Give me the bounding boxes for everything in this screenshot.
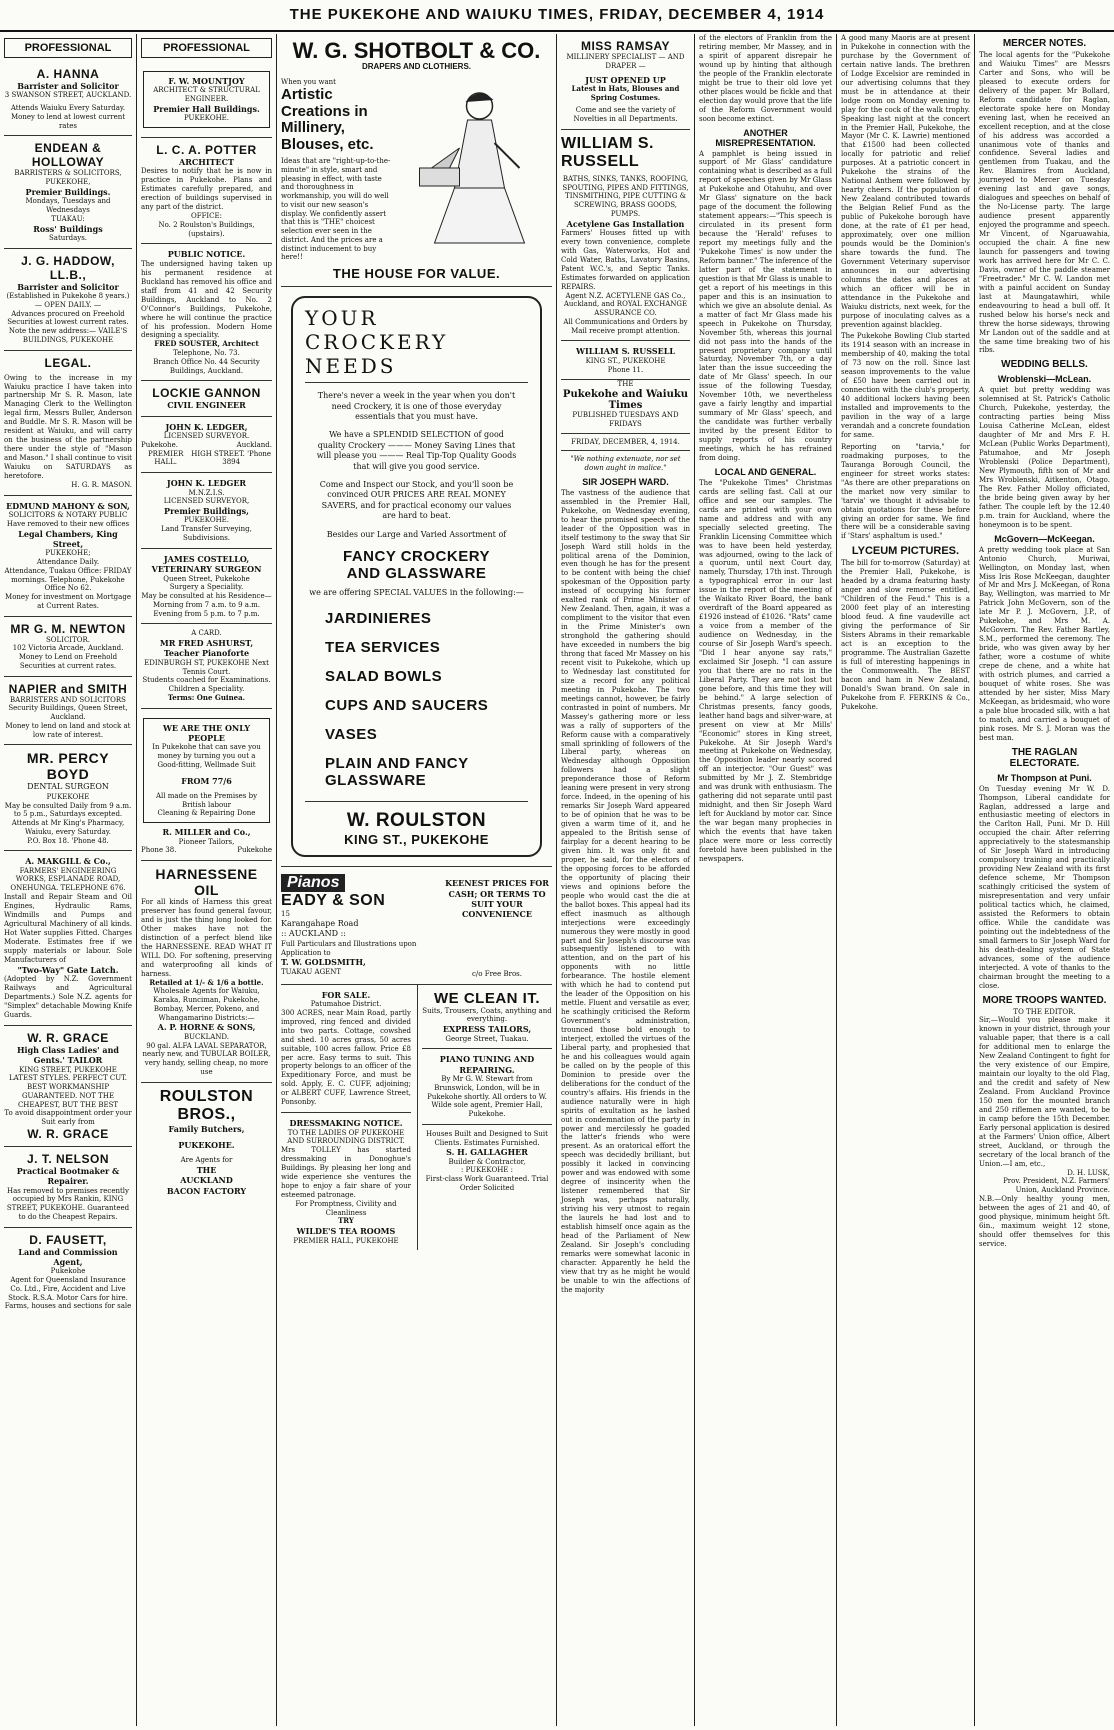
article-subheading: Wroblenski—McLean. [997,374,1092,385]
ad-makgill: A. MAKGILL & Co., FARMERS' ENGINEERING WORKS, ESPLANADE ROAD, ONEHUNGA. TELEPHONE 676. Install and Repair Steam and Oil Engines, Hydraulic Rams, Windmills and Pumps and Agricultural Machinery of all kinds. Hot Water supplies Fitted. Charges Moderate. Estimates free if we supply materials or labour. Sole Manufacturers of "Two-Way" Gate Latch. (Adopted by N.Z. Government Railways and Agricultural Departments.) Sole N.Z. agents for "Simplex" detachable Mowing Knife Guards. [4,851,132,1025]
seamstress-illustration [397,78,552,248]
article-heading: THE RAGLAN ELECTORATE. [1009,746,1080,769]
ad-endean-holloway: ENDEAN & HOLLOWAY BARRISTERS & SOLICITORS, PUKEKOHE, Premier Buildings. Mondays, Tuesdays and Wednesdays TUAKAU: Ross' Buildings Saturdays. [4,136,132,248]
article-heading: LOCAL AND GENERAL. [714,466,817,477]
russell-address: KING ST., PUKEKOHE [585,356,666,365]
ad-napier-smith: NAPIER and SMITH BARRISTERS AND SOLICITORS Security Buildings, Queen Street, Auckland. Money to lend on land and stock at low rate of interest. [4,677,132,746]
article-body: Sir,—Would you please make it known in your district, through your valuable paper, that there is a call for additional men to enlarge the New Zealand Contingent to fight for the very existence of our Empire, maintain our loyalty to the old Flag, and the credit and safety of New Zealand. From Auckland Province 150 men for the mounted branch and 250 riflemen are wanted, to be in camp before the 15th December. Early personal application is desired at the Farmers' Union office, Albert street, Auckland, or through the secretary of the local branch of the Union.—I am, etc., [979,1016,1110,1168]
crockery-item: SALAD BOWLS [325,668,443,686]
article-body: On Tuesday evening Mr W. D. Thompson, Liberal candidate for Raglan, addressed a large and enthusiastic meeting of electors in the Carlton Hall, Puni. Mr D. Hill occupied the chair. After referring appreciatively to the statesmanship of Sir Joseph Ward in introducing compulsory training and practically providing New Zealand with its first defence scheme, Mr Thompson scathingly criticised the system of misrepresentation and very unfair political tactics which, he claimed, assisted the Reformers to obtain office. While the candidate was pointing out the indebtedness of the small farmers to Sir Joseph Ward for his death-dealing system of State advances, some of the audience interjected. A vote of thanks to the chairman brought the meeting to a close. [979,784,1110,990]
article-body: Reporting on "tarvia," for roadmaking purposes, to the Tauranga Borough Council, the engineer for street works states: "As there are other preparations on the market now very similar to 'tarvia' we thought it advisable to obtain quotations for these before giving an order for same. We find there will be a considerable saving if 'Stars' asphaltum is used." [841,442,970,541]
ad-percy-boyd: MR. PERCY BOYD DENTAL SURGEON PUKEKOHE May be consulted Daily from 9 a.m. to 5 p.m., Saturdays excepted. Attends at Mr King's Pharmacy, Waiuku, every Saturday. P.O. Box 18. 'Phone 48. [4,745,132,851]
ad-legal: LEGAL. Owing to the increase in my Waiuku practice I have taken into partnership Mr S. R. Mason, late Managing Clerk to the Wellington legal firm, Messrs Buller, Anderson and Buddle. Mr S. R. Mason will be resident at Waiuku, and will carry on the business of the partnership there under the style of "Mason and Mason." I shall continue to visit Waiuku on SATURDAYS as heretofore. H. G. R. MASON. [4,351,132,496]
ad-mahony: EDMUND MAHONY & SON, SOLICITORS & NOTARY PUBLIC Have removed to their new offices Legal Chambers, King Street, PUKEKOHE; Attendance Daily. Attendance, Tuakau Office: FRIDAY mornings. Telephone, Pukekohe Office No 62. Money for investment on Mortgage at Current Rates. [4,496,132,617]
ad-crockery: YOUR CROCKERY NEEDS There's never a week in the year when you don't need Crockery, it is one of those everyday essentials that you must have. We have a SPLENDID SELECTION of good quality Crockery ——— Money Saving Lines that will please you ——— Real Tip-Top Quality Goods that will give you good service. Come and Inspect our Stock, and you'll soon be convinced OUR PRICES ARE REAL MONEY SAVERS, and for practical economy our values are hard to beat. Besides our Large and Varied Assortment of FANCY CROCKERY AND GLASSWARE we are offering SPECIAL VALUES in the following:— JARDINIERES TEA SERVICES SALAD BOWLS CUPS AND SAUCERS VASES PLAIN AND FANCY GLASSWARE W. ROULSTON KING ST., PUKEKOHE [281,287,552,867]
article-body: The "Pukekohe Times" Christmas cards are selling fast. Call at our office and see our samples. The cards are printed with your own name and address and with any specially selected greeting. The Franklin Licensing Committee which was to have been held yesterday, was adjourned, owing to the lack of a quorum, until next Court day, namely, Thursday, 17th inst. Through a typographical error in our last issue in the report of the meeting of the Waikato River Board, the bank overdraft of the Board appeared as £1926 instead of £1026. "Rats" came a voice from a member of the audience on Wednesday, in the course of Sir Joseph Ward's speech. "Did I hear anyone say rats," exclaimed Sir Joseph. "I can assure you that there are no rats in the Liberal Party. They are not lost but gone before, and this time they will be behind." A large selection of Christmas presents, fancy goods, leather hand bags and silver-ware, at present on view at Mr Mills' "Economic" stores in King street, Pukekohe. At Sir Joseph Ward's meeting at Pukekohe on Wednesday, the Opposition leader nearly scored off an interjector. "Our Guest" was submitted by Mr J. Z. Stembridge and was drunk with enthusiasm. The gathering did not separate until past midnight, and then Sir Joseph Ward left for Auckland by motor car. Since the war began many prophecies in which the events that have taken place were more or less correctly foretold have been published in the newspapers. [699,478,832,863]
article-body: A quiet but pretty wedding was solemnised at St. Patrick's Catholic Church, Pukekohe, yesterday, the contracting parties being Miss Louisa Catherine McLean, eldest daughter of Mr and Mrs F. H. McLean (Public Works Department), Patumahoe, and Mr Joseph Wroblenski (Police Department), New Plymouth, fifth son of Mr and Mrs Wroblenski, Aitkenton, Otago. The Rev. Father Molloy officiated, the bride being given away by her father. The couple left by the 12.40 p.m. train for Auckland, where the honeymoon is to be spent. [979,386,1110,529]
ad-hanna: A. HANNA Barrister and Solicitor 3 SWANSON STREET, AUCKLAND. Attends Waiuku Every Saturday. Money to lend at lowest current rates [4,62,132,136]
article-body: A good many Maoris are at present in Pukekohe in connection with the purchase by the Government of certain native lands. The brethren of Lodge Excelsior are reminded in our advertising columns that they must be in attendance at their lodge room on Monday evening to play for the cock of the walk trophy. Speaking last night at the concert in the Premier Hall, Pukekohe, the Mayor (Mr C. K. Lawrie) mentioned that £1500 had been collected locally for patriotic and relief purposes. At a patriotic concert in Pukekohe the strains of the National Anthem were followed by hearty cheers. If the population of New Zealand contributed towards the Belgian Relief Fund as the public of Pukekohe borough have done, at the rate of £1 per head, approximately, over one million pounds would be the Dominion's share towards the fund. The Government Veterinary supervisor announces in our advertising columns the dates and places at which an officer will be in attendance in the Pukekohe and Waiuku districts, next week, for the purpose of inoculating calves as a prevention against blackleg. [841,34,970,329]
ad-gannon: LOCKIE GANNON CIVIL ENGINEER [141,381,272,416]
russell-name: WILLIAM S. RUSSELL [576,346,675,357]
column-5 [695,34,836,1726]
column-6 [837,34,974,1726]
ad-faussett: D. FAUSETT, Land and Commission Agent, Pukekohe Agent for Queensland Insurance Co. Ltd., Fire, Accident and Live Stock. R.S.A. Motor Cars for hire. Farms, houses and sections for sale [4,1232,132,1311]
ad-for-sale: FOR SALE. Patumahoe District. 300 ACRES, near Main Road, partly improved, ring fenced and divided into two parts. Cottage, cowshed and shed. 10 acres grass, 50 acres suitable, 100 acres fallow. Price £8 per acre. Easy terms to suit. This property belongs to an officer of the Expeditionary Force, and must be sold. Apply, E. C. CUFF, adjoining; or ALBERT CUFF, Lawrence Street, Ponsonby. [281,985,411,1114]
article-body: The vastness of the audience that assembled in the Premier Hall, Pukekohe, on Wednesday evening, to hear the promised speech of the leader of the Opposition was in itself testimony to the sway that Sir Joseph Ward still holds in the political arena of the Dominion, even though he has for the present to be content with being the chief spokesman of the Opposition party instead of occupying his former exalted rank of Prime Minister of New Zealand. Then, again, it was a compliment to the visitor that even in the Prime Minister's own stronghold the gathering should have exceeded in numbers the big throng that faced Mr Massey on his recent visit to Pukekohe, which up to Wednesday last constituted for size a record for any political meeting in Pukekohe. The two meetings cannot, however, be fairly contrasted in point of numbers. Mr Massey's gathering more or less was a rally of supporters of the Reform cause with a comparatively small sprinkling of followers of the Liberal party, whereas on Wednesday although Opposition followers had a slight preponderance those of Reform leaning were present in very strong force. Indeed, in the opening of his remarks Sir Joseph Ward appeared to be of opinion that he was to be given a warm time of it, and he appealed to the British sense of fairplay for a decent hearing to be given him. It was only fit and proper, he said, for the electors of the opposing forces to be afforded the opportunity of placing their views and opinions before the people who would cast the die at the ballot boxes. This appeal had its effect inasmuch as although interjections were exceedingly numerous they were mostly in good part and Sir Joseph's discourse was subsequently listened to with attention, and on the part of his opponents with no little forbearance. The hostile element with which he had to contend put the leader of the Opposition on his mettle. Fluent and versatile as ever, he scathingly criticised the Reform Government's administration, trounced those bold enough to interject, extolled the virtues of the Liberal party, and prophesied that he and his colleagues would again be called on by the people of this Dominion to preside over the deliberations for the conduct of the country's affairs. His friends in the audience naturally were in high spirits of exultation as he lashed out in condemnation of the party in power and mercilessly he goaded the latter's friends who were present. As an oratorical effort the speech was decidedly brilliant, but possibly it lacked in convincing power and was endowed with some degree of insincerity when the listener remembered that Sir Joseph was, perhaps naturally, striving his very utmost to regain the laurels he had lost and to establish himself once again as the head of the Parliament of New Zealand. Sir Joseph's concluding remarks were somewhat laconic in character. Apparently he held the view that try as he might he would be unable to win the affections of the majority [561,488,690,1294]
article-body: The Pukekohe Bowling Club started its 1914 season with an increase in membership of 40, making the total of 73 now on the roll. Since last season improvements to the value of £50 have been carried out in connection with the club's property, 40 additional lockers having been installed and improvements to the pavilion in the way of a large verandah and a concrete foundation for same. [841,332,970,439]
ad-newton: MR G. M. NEWTON SOLICITOR. 102 Victoria Arcade, Auckland. Money to Lend on Freehold Securities at current rates. [4,617,132,677]
article-heading: MORE TROOPS WANTED. [982,994,1107,1006]
ad-shotbolt: W. G. SHOTBOLT & CO. DRAPERS AND CLOTHIERS. When you want Artistic Creations in Millinery, Blouses, etc. Ideas that are "right-up-to-the-minute" in style, smart and pleasing in effect, with taste and thoroughness in workmanship, you will do well to visit our new season's display. We confidently assert that this is "THE" choicest selection ever seen in the district. And the prices are a distinct inducement to buy here!! THE HOUSE FOR VALUE. [281,34,552,287]
article-heading: LYCEUM PICTURES. [851,545,960,558]
ad-public-notice: PUBLIC NOTICE. The undersigned having taken up his permanent residence at Buckland has removed his office and staff from 41 and 42 Security Buildings, Auckland to No. 2 O'Connor's Buildings, Pukekohe, where he will continue the practice of his profession. Modern Home designing a speciality. FRED SOUSTER, Architect Telephone, No. 73. Branch Office No. 44 Security Buildings, Auckland. [141,244,272,381]
article-continuation: of the electors of Franklin from the retiring member, Mr Massey, and in a spirit of apparent disrepair he wound up by hinting that although the people of the Franklin electorate might be true to their old love yet other places would be fickle and that election day would prove that the life of the Reform Government would soon become extinct. [699,34,832,123]
ad-potter: L. C. A. POTTER ARCHITECT Desires to notify that he is now in practice in Pukekohe. Plans and Estimates carefully prepared, and erection of buildings supervised in any part of the district. OFFICE: No. 2 Roulston's Buildings, (upstairs). [141,138,272,244]
section-header: PROFESSIONAL [141,38,272,58]
crockery-item: PLAIN AND FANCY GLASSWARE [325,755,469,790]
article-heading: ANOTHER MISREPRESENTATION. [715,127,816,148]
section-header: PROFESSIONAL [4,38,132,58]
ad-eady-pianos: Pianos EADY & SON 15 Karangahape Road :: AUCKLAND :: Full Particulars and Illustrations upon Application to T. W. GOLDSMITH, TUAKAU AGENT KEENEST PRICES FOR CASH; OR TERMS TO SUIT YOUR CONVENIENCE c/o Free Bros. [281,867,552,984]
ad-costello: JAMES COSTELLO, VETERINARY SURGEON Queen Street, Pukekohe Surgery a Speciality. May be consulted at his Residence— Morning from 7 a.m. to 9 a.m. Evening from 5 p.m. to 7 p.m. [141,549,272,625]
article-heading: SIR JOSEPH WARD. [582,476,669,487]
ad-grace: W. R. GRACE High Class Ladies' and Gents.' TAILOR KING STREET, PUKEKOHE LATEST STYLES. PERFECT CUT. BEST WORKMANSHIP GUARANTEED. NOT THE CHEAPEST, BUT THE BEST To avoid disappointment order your Suit early from W. R. GRACE [4,1026,132,1147]
crockery-item: CUPS AND SAUCERS [325,697,489,715]
article-heading: WEDDING BELLS. [1001,359,1088,371]
crockery-item: TEA SERVICES [325,639,441,657]
ad-ramsay: MISS RAMSAY MILLINERY SPECIALIST — AND DRAPER — JUST OPENED UP Latest in Hats, Blouses and Spring Costumes. Come and see the variety of Novelties in all Departments. [561,34,690,130]
article-subheading: McGovern—McKeegan. [994,533,1095,544]
ad-nelson: J. T. NELSON Practical Bootmaker & Repairer. Has removed to premises recently occupied by Mrs Rankin, KING STREET, PUKEKOHE. Guaranteed to do the Cheapest Repairs. [4,1147,132,1228]
crockery-item: VASES [325,726,378,744]
column-4 [557,34,694,1726]
ad-piano-tuning: PIANO TUNING AND REPAIRING. By Mr G. W. Stewart from Brunswick, London, will be in Pukekohe shortly. All orders to W. Wilde sole agent, Premier Hall, Pukekohe. [422,1049,552,1125]
article-body: The bill for to-morrow (Saturday) at the Premier Hall, Pukekohe, is headed by a drama featuring hasty anger and slow remorse entitled, "Children of the Feud." This is a 2000 feet play of an interesting blood feud. A fine vaudeville act giving the performance of Sir Sisters Abrams in their remarkable act is an exception to the programme. The Australian Gazette is full of interesting happenings in the Commonwealth. The BEST bacon and ham in New Zealand, Donald's Swan brand. On sale in Pukekohe from F. FERKINS & Co., Pukekohe. [841,559,970,711]
masthead: THE PUKEKOHE AND WAIUKU TIMES, FRIDAY, DECEMBER 4, 1914 [0,0,1114,32]
ad-mountjoy: F. W. MOUNTJOY ARCHITECT & STRUCTURAL ENGINEER. Premier Hall Buildings. PUKEKOHE. [141,62,272,138]
ad-roulston-bros: ROULSTON BROS., Family Butchers, PUKEKOHE. Are Agents for THE AUCKLAND BACON FACTORY [159,1087,254,1196]
woman-sewing-icon [397,78,552,248]
ad-express-tailors: WE CLEAN IT. Suits, Trousers, Coats, anything and everything. EXPRESS TAILORS, George Street, Tuakau. [422,985,552,1050]
column-professional-1 [0,34,136,1726]
ad-ledger-2: JOHN K. LEDGER M.N.Z.I.S. LICENSED SURVEYOR, Premier Buildings, PUKEKOHE. Land Transfer Surveying, Subdivisions. [141,473,272,549]
russell-phone: Phone 11. [607,365,644,374]
article-heading: MERCER NOTES. [1002,38,1087,49]
ad-ashurst: A CARD. MR FRED ASHURST, Teacher Pianoforte EDINBURGH ST, PUKEKOHE Next Tennis Court. Students coached for Examinations. Children a Speciality. Terms: One Guinea. [141,624,272,708]
article-body: The local agents for the "Pukekohe and Waiuku Times" are Messrs Carter and Sons, who will be pleased to execute orders for delivery of the paper. Mr Bollard, Reform candidate for Raglan, electorate spoke here on Monday evening last, when he received an excellent reception, and at the close of his address was accorded a unanimous vote of thanks and confidence. Several ladies and gentlemen from Tuakau, and the Rev. Blamires from Auckland, journeyed to Mercer on Tuesday evening last and gave songs, dialogues and speeches on behalf of the No-License party. The large audience present apparently enjoyed the programme and speech. Mr Vincent, of Ngaruawahia, occupied the chair. A fine new launch for passengers and towing work has arrived here for Mr C. C. Davis, owner of the paddle steamer "Freetrader." Mr C. W. Landon met with a painful accident on Sunday last at Maungatawhiri, while endeavouring to head a bull off. It rushed below his horse's neck and threw the horse sideways, throwing Mr Landon out of the saddle and at the same time breaking two of his ribs. [979,51,1110,355]
column-7: MERCER NOTES. The local agents for the "Pukekohe and Waiuku Times" are Messrs Carter and Sons, who will be pleased to execute orders for delivery of the paper. Mr Bollard, Reform candidate for Raglan, electorate spoke here on Monday evening last, when he received an excellent reception, and at the close of his address was accorded a unanimous vote of thanks and confidence. Several ladies and gentlemen from Tuakau, and the Rev. Blamires from Auckland, journeyed to Mercer on Tuesday evening last and gave songs, dialogues and speeches on behalf of the No-License party. The large audience present apparently enjoyed the programme and speech. Mr Vincent, of Ngaruawahia, occupied the chair. A fine new launch for passengers and towing work has arrived here for Mr C. C. Davis, owner of the paddle steamer "Freetrader." Mr C. W. Landon met with a painful accident on Sunday last at Maungatawhiri, while endeavouring to head a bull off. It rushed below his horse's neck and threw the horse sideways, throwing Mr Landon out of the saddle and at the same time breaking two of his ribs. WEDDING BELLS. Wroblenski—McLean. A quiet but pretty wedding was solemnised at St. Patrick's Catholic Church, Pukekohe, yesterday, the contracting parties being Miss Louisa Catherine McLean, eldest daughter of Mr and Mrs F. H. McLean (Public Works Department), Patumahoe, and Mr Joseph Wroblenski (Police Department), New Plymouth, fifth son of Mr and Mrs Wroblenski, Aitkenton, Otago. The Rev. Father Molloy officiated, the bride being given away by her father. The couple left by the 12.40 p.m. train for Auckland, where the honeymoon is to be spent. McGovern—McKeegan. A pretty wedding took place at San Antonio Church, Muriwai, Wellington, on Monday last, when Miss Iris Rose McKeegan, daughter of Mr and Mrs J. McKeegan, of Rona Bay, Wellington, was married to Mr Patrick John McGovern, son of the late Mr P. J. McGovern, J.P., of Pukekohe, and Mrs M. A. McGovern. The Rev. Father Bartley, S.M., performed the ceremony. The bride, who was given away by her father, wore a costume of white crepe de chene, and a white hat with ostrich plumes, and carried a bouquet of white roses. She was attended by her sister, Miss Mary McKeegan, as bridesmaid, who wore a pale blue brocaded silk, with a hat to match, and carried a bouquet of pink roses. Mr S. J. Moran was the best man. THE RAGLAN ELECTORATE. Mr Thompson at Puni. On Tuesday evening Mr W. D. Thompson, Liberal candidate for Raglan, addressed a large and enthusiastic meeting of electors in the Carlton Hall, Puni. Mr D. Hill occupied the chair. After referring appreciatively to the statesmanship of Sir Joseph Ward in introducing compulsory training and practically providing New Zealand with its first defence scheme, Mr Thompson scathingly criticised the system of misrepresentation and very unfair political tactics which, he claimed, assisted the Reformers to obtain office. While the candidate was pointing out the indebtedness of the small farmers to Sir Joseph Ward for his death-dealing system of State advances, some of the audience interjected. A vote of thanks to the chairman brought the meeting to a close. MORE TROOPS WANTED. TO THE EDITOR. Sir,—Would you please make it known in your district, through your valuable paper, that there is a call for additional men to enlarge the New Zealand Contingent to fight for the very existence of our Empire, maintain our loyalty to the old Flag, and the credit and safety of New Zealand. From Auckland Province 150 men for the mounted branch and 250 riflemen are wanted, to be in camp before the 15th December. Early personal application is desired at the Farmers' Union office, Albert street, Auckland, or through the secretary of the local branch of the Union.—I am, etc., D. H. LUSK, Prov. President, N.Z. Farmers' Union, Auckland Province. N.B.—Only healthy young men, between the ages of 21 and 40, of good physique, minimum height 5ft. 6in., maximum weight 12 stone, should offer themselves for this service. [979,38,1110,1248]
ad-ledger-1: JOHN K. LEDGER, LICENSED SURVEYOR. Pukekohe. Auckland. PREMIER HALL. HIGH STREET. 'Phone 3894 [141,417,272,473]
article-subheading: Mr Thompson at Puni. [997,772,1092,783]
ad-harnessene: HARNESSENE OIL For all kinds of Harness this great preserver has found general favour, and is just the thing long looked for. Other makes have not the distinction of a perfect blend like the HARNESSENE. READ WHAT IT WILL DO. For softening, preserving and waterproofing all kinds of harness. Retailed at 1/- & 1/6 a bottle. Wholesale Agents for Waiuku, Karaka, Runciman, Pukekohe, Bombay, Mercer, Pokeno, and Whangamarino Districts:— A. P. HORNE & SONS, BUCKLAND. 90 gal. ALFA LAVAL SEPARATOR, nearly new, and TUBULAR BOILER, very handy, selling cheap, no more use [141,861,272,1082]
ad-haddow: J. G. HADDOW, LL.B., Barrister and Solicitor (Established in Pukekohe 8 years.) — OPEN DAILY. — Advances procured on Freehold Securities at lowest current rates. Note the new address:— VAILE'S BUILDINGS, PUKEKOHE [4,249,132,351]
ad-miller: WE ARE THE ONLY PEOPLE In Pukekohe that can save you money by turning you out a Good-fitting, Wellmade Suit FROM 77/6 All made on the Premises by British labour Cleaning & Repairing Done R. MILLER and Co., Pioneer Tailors, Phone 38. Pukekohe [141,709,272,862]
column-professional-2 [137,34,276,1726]
article-body: A pamphlet is being issued in support of Mr Glass' candidature containing what is described as a full report of speeches given by Mr Glass at Pukekohe and Otahuhu, and over Mr Glass' signature on the back page of the document the following statement appears:—"This speech is circulated in its present form because the 'Herald' refuses to report my meetings fully and the 'Pukekohe Times' is now under the Reform banner." The inference of the latter part of the statement in question is that Mr Glass is unable to get a report of his meetings in this paper and this is an insinuation to which we give an absolute denial. As a matter of fact Mr Glass made his speech in Pukekohe on Thursday, November 5th, whereas this journal did not pass into the hands of the present proprietary company until Saturday, November 7th, or a day later than the issue succeeding the date of Mr Glass' speech. In our issue of the following Tuesday, November 10th, we nevertheless gave a fairly lengthy and impartial summary of Mr Glass' speech, and the candidate was further verbally invited by the present Editor to supply reports of his country meetings, which he has refrained from doing. [699,149,832,462]
ad-russell [561,341,690,380]
article-body: A pretty wedding took place at San Antonio Church, Muriwai, Wellington, on Monday last, when Miss Iris Rose McKeegan, daughter of Mr and Mrs J. McKeegan, of Rona Bay, Wellington, was married to Mr Patrick John McGovern, son of the late Mr P. J. McGovern, J.P., of Pukekohe, and Mrs M. A. McGovern. The Rev. Father Bartley, S.M., performed the ceremony. The bride, who was given away by her father, wore a costume of white crepe de chene, and a white hat with ostrich plumes, and carried a bouquet of white roses. She was attended by her sister, Miss Mary McKeegan, as bridesmaid, who wore a pale blue brocaded silk, with a hat to match, and carried a bouquet of pink roses. Mr S. J. Moran was the best man. [979,545,1110,742]
ad-gallagher: Houses Built and Designed to Suit Clients. Estimates Furnished. S. H. GALLAGHER Builder & Contractor, : PUKEKOHE : First-class Work Guaranteed. Trial Order Solicited [425,1129,549,1192]
ad-plumbing: WILLIAM S. RUSSELL BATHS, SINKS, TANKS, ROOFING, SPOUTING, PIPES AND FITTINGS, TINSMITHING, PIPE CUTTING & SCREWING, BRASS GOODS, PUMPS. Acetylene Gas Installation Farmers' Houses fitted up with every town convenience, complete with Gas, Waterworks, Hot and Cold Water, Baths, Lavatory Basins, Patent W.C.'s, and Septic Tanks. Estimates forwarded on application REPAIRS. Agent N.Z. ACETYLENE GAS Co., Auckland, and ROYAL EXCHANGE ASSURANCE CO. All Communications and Orders by Mail receive prompt attention. [561,130,690,342]
ad-dressmaking: DRESSMAKING NOTICE. TO THE LADIES OF PUKEKOHE AND SURROUNDING DISTRICT. Mrs TOLLEY has started dressmaking in Donoghue's Buildings. By pleasing her long and wide experience she ventures the hope to enjoy a fair share of your esteemed patronage. For Promptness, Civility and Cleanliness TRY WILDE'S TEA ROOMS PREMIER HALL, PUKEKOHE [281,1118,411,1245]
crockery-item: JARDINIERES [325,610,432,628]
paper-nameplate: THE Pukekohe and Waiuku Times PUBLISHED TUESDAYS AND FRIDAYS FRIDAY, DECEMBER, 4, 1914. "We nothing extenuate, nor set down aught in malice." [562,380,689,473]
column-ads-wide [277,34,556,1726]
